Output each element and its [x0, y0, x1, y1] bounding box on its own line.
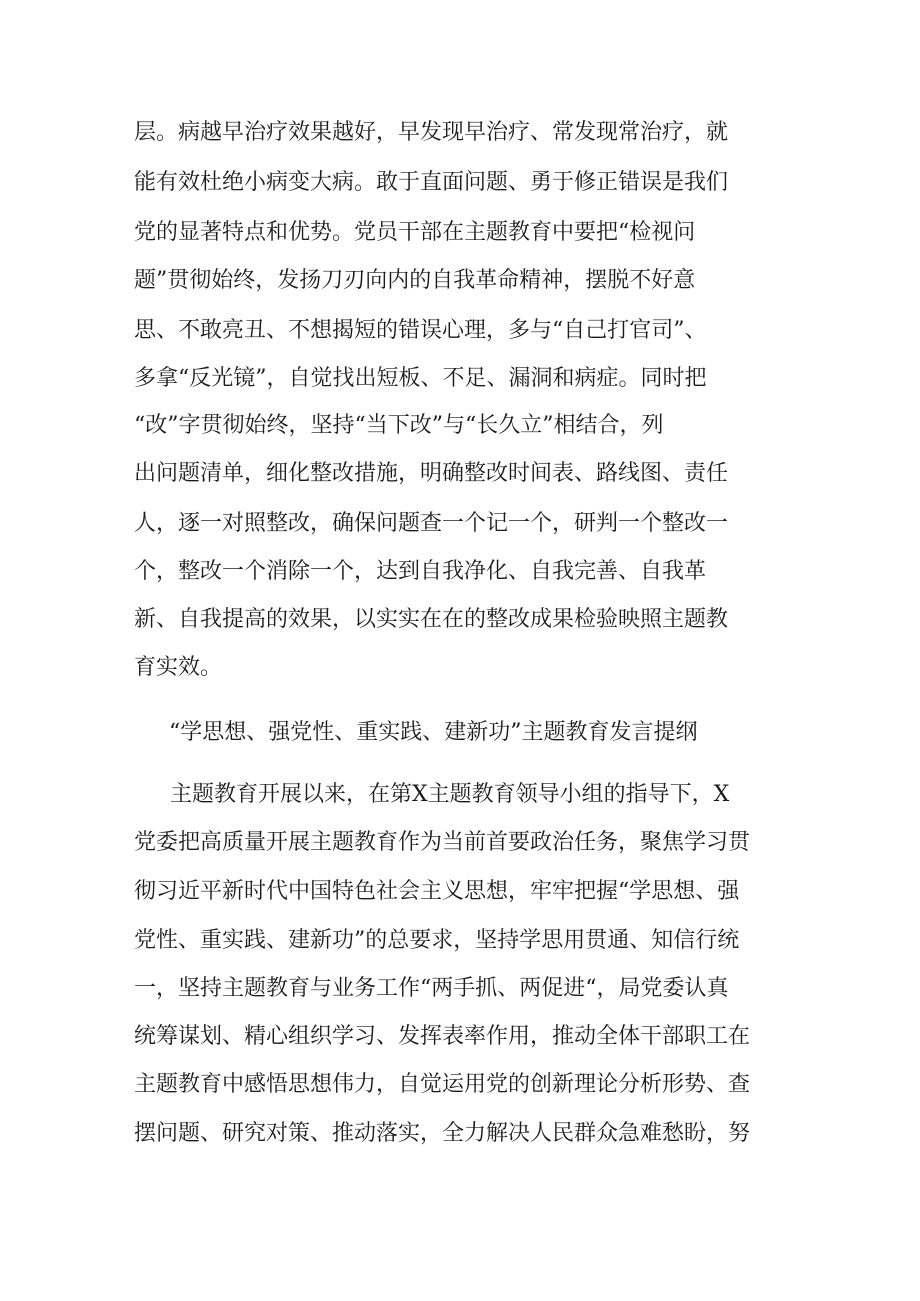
paragraph-line: 出问题清单，细化整改措施，明确整改时间表、路线图、责任 — [134, 461, 729, 486]
paragraph-line: 党的显著特点和优势。党员干部在主题教育中要把“检视问 — [134, 220, 696, 245]
paragraph-line: 个，整改一个消除一个，达到自我净化、自我完善、自我革 — [134, 559, 707, 584]
paragraph-line: 题”贯彻始终，发扬刀刃向内的自我革命精神，摆脱不好意 — [134, 268, 696, 293]
paragraph-line: 育实效。 — [134, 655, 223, 680]
paragraph-line: 新、自我提高的效果，以实实在在的整改成果检验映照主题教 — [134, 607, 729, 632]
paragraph-line: 主题教育中感悟思想伟力，自觉运用党的创新理论分析形势、查 — [134, 1072, 751, 1097]
section-title: “学思想、强党性、重实践、建新功”主题教育发言提纲 — [169, 720, 698, 745]
paragraph-line: 思、不敢亮丑、不想揭短的错误心理，多与“自己打官司”、 — [134, 318, 707, 343]
paragraph-line: 统筹谋划、精心组织学习、发挥表率作用，推动全体干部职工在 — [134, 1024, 751, 1049]
paragraph-line: 一，坚持主题教育与业务工作“两手抓、两促进“，局党委认真 — [134, 976, 729, 1001]
paragraph-line: 多拿“反光镜”，自觉找出短板、不足、漏洞和病症。同时把 — [134, 366, 707, 391]
paragraph-line: 主题教育开展以来，在第X主题教育领导小组的指导下，X — [170, 782, 730, 807]
paragraph-line: 党委把高质量开展主题教育作为当前首要政治任务，聚焦学习贯 — [134, 830, 751, 855]
paragraph-line: 层。病越早治疗效果越好，早发现早治疗、常发现常治疗，就 — [134, 120, 729, 145]
paragraph-line: 党性、重实践、建新功”的总要求，坚持学思用贯通、知信行统 — [134, 928, 740, 953]
paragraph-line: 人，逐一对照整改，确保问题查一个记一个，研判一个整改一 — [134, 511, 729, 536]
paragraph-line: “改”字贯彻始终，坚持“当下改”与“长久立”相结合，列 — [134, 413, 664, 438]
paragraph-line: 能有效杜绝小病变大病。敢于直面问题、勇于修正错误是我们 — [134, 170, 729, 195]
paragraph-line: 摆问题、研究对策、推动落实，全力解决人民群众急难愁盼，努 — [134, 1121, 751, 1146]
paragraph-line: 彻习近平新时代中国特色社会主义思想，牢牢把握“学思想、强 — [134, 879, 740, 904]
